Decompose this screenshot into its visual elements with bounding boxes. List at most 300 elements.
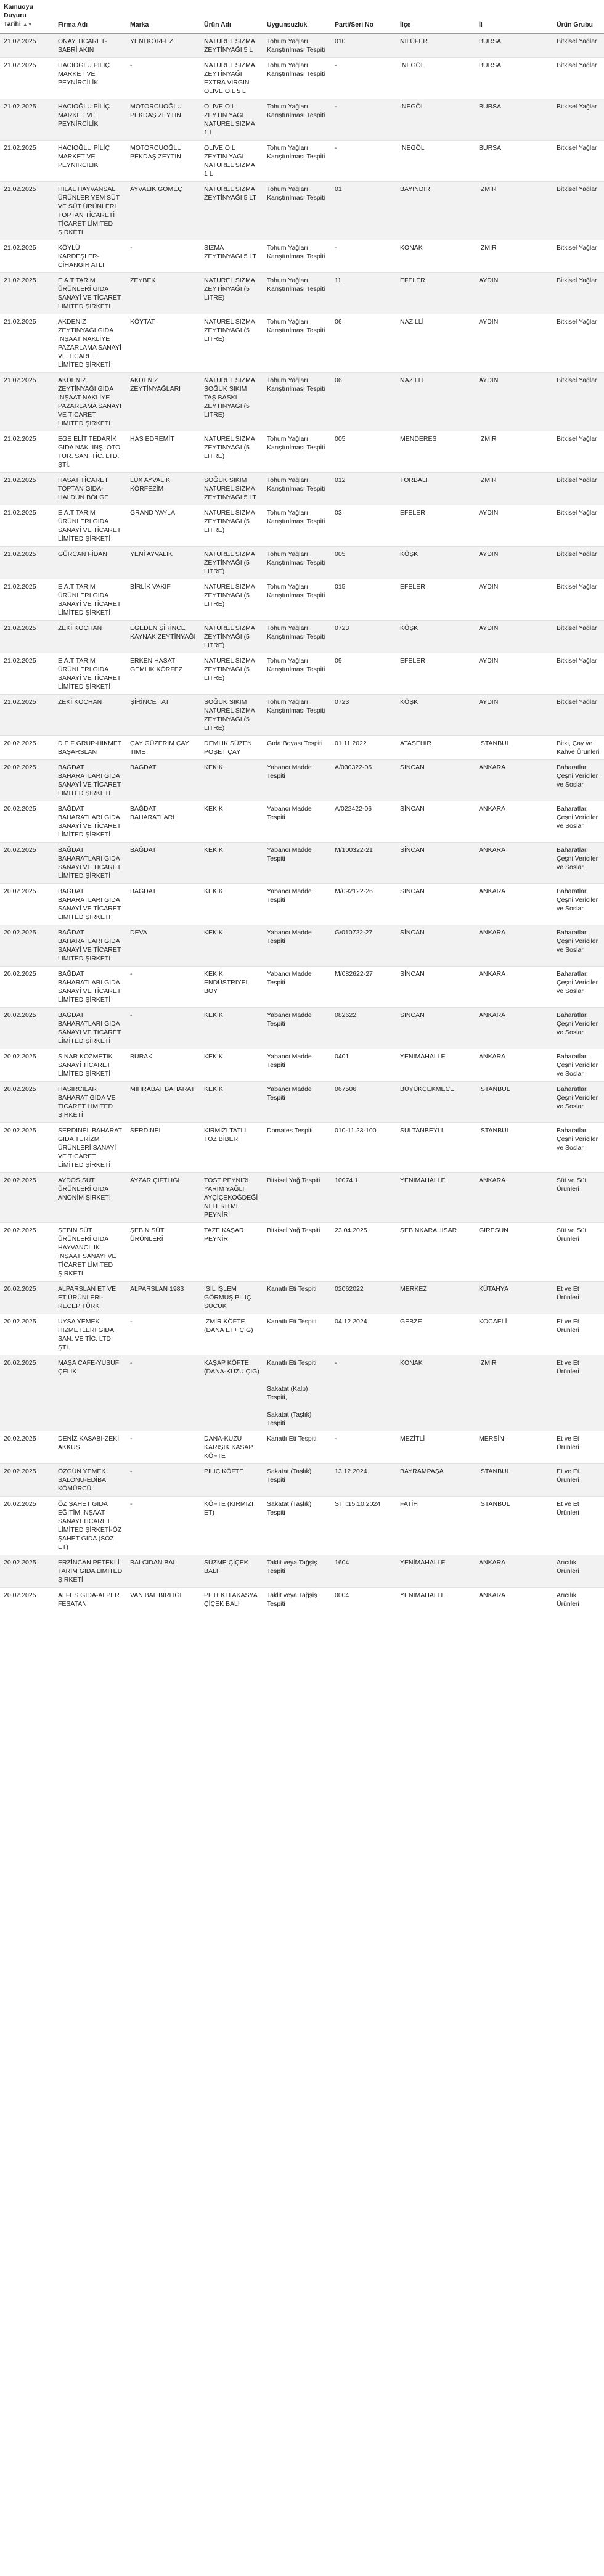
column-header-group[interactable] (553, 0, 604, 33)
cell-lot: 010 (331, 33, 396, 58)
cell-brand: YENİ AYVALIK (126, 547, 200, 579)
cell-city: ANKARA (475, 925, 553, 967)
cell-date: 20.02.2025 (0, 1223, 54, 1282)
cell-district: MERKEZ (396, 1282, 475, 1314)
table-row (0, 1223, 604, 1282)
cell-brand: BAĞDAT (126, 760, 200, 801)
cell-firm: BAĞDAT BAHARATLARI GIDA SANAYİ VE TİCARET LİMİTED ŞİRKETİ (54, 967, 126, 1008)
cell-lot: M/100322-21 (331, 843, 396, 884)
cell-product: NATUREL SIZMA ZEYTİNYAĞI 5 L (200, 33, 263, 58)
cell-district: EFELER (396, 653, 475, 695)
cell-group: Et ve Et Ürünleri (553, 1355, 604, 1431)
cell-date: 20.02.2025 (0, 1082, 54, 1123)
cell-group: Bitkisel Yağlar (553, 314, 604, 373)
cell-firm: DENİZ KASABI-ZEKİ AKKUŞ (54, 1431, 126, 1464)
sort-icon: ▲▼ (22, 22, 33, 27)
table-row (0, 1049, 604, 1082)
table-row (0, 99, 604, 141)
cell-product: OLIVE OIL ZEYTİN YAĞI NATUREL SIZMA 1 L (200, 141, 263, 182)
column-header-nonconformity[interactable] (263, 0, 331, 33)
cell-district: TORBALI (396, 473, 475, 505)
cell-lot: - (331, 240, 396, 273)
cell-city: ANKARA (475, 884, 553, 925)
cell-district: KÖŞK (396, 547, 475, 579)
column-header-label: Ürün Grubu (557, 21, 593, 28)
cell-group: Bitkisel Yağlar (553, 99, 604, 141)
cell-lot: 005 (331, 547, 396, 579)
cell-district: ATAŞEHİR (396, 736, 475, 760)
cell-city: AYDIN (475, 653, 553, 695)
cell-product: NATUREL SIZMA ZEYTİNYAĞI (5 LITRE) (200, 314, 263, 373)
table-row (0, 58, 604, 99)
cell-date: 20.02.2025 (0, 884, 54, 925)
cell-group: Et ve Et Ürünleri (553, 1282, 604, 1314)
cell-firm: BAĞDAT BAHARATLARI GIDA SANAYİ VE TİCARET LİMİTED ŞİRKETİ (54, 760, 126, 801)
cell-district: İNEGÖL (396, 58, 475, 99)
cell-product: NATUREL SIZMA ZEYTİNYAĞI EXTRA VIRGIN OLIVE OIL 5 L (200, 58, 263, 99)
cell-city: BURSA (475, 33, 553, 58)
cell-group: Baharatlar, Çeşni Vericiler ve Soslar (553, 801, 604, 843)
cell-group: Bitkisel Yağlar (553, 695, 604, 736)
cell-firm: HACIOĞLU PİLİÇ MARKET VE PEYNİRCİLİK (54, 58, 126, 99)
cell-brand: EGEDEN ŞİRİNCE KAYNAK ZEYTİNYAĞI (126, 621, 200, 653)
cell-product: KEKİK (200, 1008, 263, 1049)
table-row (0, 431, 604, 473)
cell-district: GEBZE (396, 1314, 475, 1355)
cell-group: Süt ve Süt Ürünleri (553, 1223, 604, 1282)
cell-group: Baharatlar, Çeşni Vericiler ve Soslar (553, 925, 604, 967)
cell-lot: 067506 (331, 1082, 396, 1123)
cell-group: Bitkisel Yağlar (553, 182, 604, 240)
cell-district: NAZİLLİ (396, 314, 475, 373)
cell-lot: 03 (331, 505, 396, 547)
cell-group: Baharatlar, Çeşni Vericiler ve Soslar (553, 967, 604, 1008)
cell-product: NATUREL SIZMA ZEYTİNYAĞI (5 LITRE) (200, 273, 263, 314)
cell-product: OLIVE OIL ZEYTİN YAĞI NATUREL SIZMA 1 L (200, 99, 263, 141)
column-header-product[interactable] (200, 0, 263, 33)
cell-brand: - (126, 1355, 200, 1431)
cell-district: YENİMAHALLE (396, 1588, 475, 1612)
cell-lot: 13.12.2024 (331, 1464, 396, 1497)
cell-group: Bitkisel Yağlar (553, 58, 604, 99)
cell-city: ANKARA (475, 1555, 553, 1588)
cell-district: NAZİLLİ (396, 373, 475, 431)
cell-firm: MAŞA CAFE-YUSUF ÇELİK (54, 1355, 126, 1431)
cell-nonconformity: Yabancı Madde Tespiti (263, 843, 331, 884)
column-header-label: Marka (130, 21, 149, 28)
cell-group: Baharatlar, Çeşni Vericiler ve Soslar (553, 760, 604, 801)
cell-brand: BAĞDAT (126, 884, 200, 925)
cell-district: YENİMAHALLE (396, 1555, 475, 1588)
cell-nonconformity: Tohum Yağları Karıştırılması Tespiti (263, 182, 331, 240)
cell-nonconformity: Kanatlı Eti Tespiti (263, 1431, 331, 1464)
cell-district: İNEGÖL (396, 141, 475, 182)
cell-nonconformity: Tohum Yağları Karıştırılması Tespiti (263, 621, 331, 653)
cell-district: SİNCAN (396, 884, 475, 925)
cell-city: BURSA (475, 58, 553, 99)
cell-lot: 0723 (331, 695, 396, 736)
cell-date: 20.02.2025 (0, 843, 54, 884)
cell-district: EFELER (396, 505, 475, 547)
cell-brand: BAĞDAT (126, 843, 200, 884)
table-row (0, 736, 604, 760)
cell-brand: KÖYTAT (126, 314, 200, 373)
cell-brand: - (126, 240, 200, 273)
cell-group: Bitkisel Yağlar (553, 653, 604, 695)
cell-group: Bitkisel Yağlar (553, 473, 604, 505)
cell-date: 20.02.2025 (0, 1431, 54, 1464)
cell-group: Et ve Et Ürünleri (553, 1314, 604, 1355)
cell-nonconformity: Yabancı Madde Tespiti (263, 760, 331, 801)
cell-date: 21.02.2025 (0, 314, 54, 373)
cell-firm: ALPARSLAN ET VE ET ÜRÜNLERİ-RECEP TÜRK (54, 1282, 126, 1314)
column-header-label: Kamuoyu Duyuru Tarihi (4, 3, 33, 28)
cell-date: 20.02.2025 (0, 801, 54, 843)
cell-firm: ZEKİ KOÇHAN (54, 695, 126, 736)
cell-nonconformity: Gıda Boyası Tespiti (263, 736, 331, 760)
table-row (0, 1464, 604, 1497)
cell-firm: HACIOĞLU PİLİÇ MARKET VE PEYNİRCİLİK (54, 99, 126, 141)
cell-city: İSTANBUL (475, 1123, 553, 1173)
cell-brand: SERDİNEL (126, 1123, 200, 1173)
cell-district: NİLÜFER (396, 33, 475, 58)
cell-group: Arıcılık Ürünleri (553, 1588, 604, 1612)
cell-firm: HİLAL HAYVANSAL ÜRÜNLER YEM SÜT VE SÜT ÜRÜNLERİ TOPTAN TİCARETİ TİCARET LİMİTED ŞİRKETİ (54, 182, 126, 240)
cell-product: KEKİK ENDÜSTRİYEL BOY (200, 967, 263, 1008)
cell-group: Et ve Et Ürünleri (553, 1431, 604, 1464)
cell-firm: ERZİNCAN PETEKLİ TARIM GIDA LİMİTED ŞİRKETİ (54, 1555, 126, 1588)
cell-lot: 0004 (331, 1588, 396, 1612)
cell-firm: AKDENİZ ZEYTİNYAĞI GIDA İNŞAAT NAKLİYE PAZARLAMA SANAYİ VE TİCARET LİMİTED ŞİRKETİ (54, 314, 126, 373)
cell-brand: - (126, 1314, 200, 1355)
column-header-date[interactable] (0, 0, 54, 33)
cell-city: İZMİR (475, 1355, 553, 1431)
cell-nonconformity: Tohum Yağları Karıştırılması Tespiti (263, 58, 331, 99)
cell-brand: ŞEBİN SÜT ÜRÜNLERİ (126, 1223, 200, 1282)
cell-lot: G/010722-27 (331, 925, 396, 967)
cell-date: 21.02.2025 (0, 58, 54, 99)
cell-group: Bitkisel Yağlar (553, 505, 604, 547)
cell-brand: - (126, 1464, 200, 1497)
cell-nonconformity: Bitkisel Yağ Tespiti (263, 1223, 331, 1282)
cell-city: İZMİR (475, 240, 553, 273)
cell-city: ANKARA (475, 801, 553, 843)
cell-date: 20.02.2025 (0, 1497, 54, 1555)
cell-district: BÜYÜKÇEKMECE (396, 1082, 475, 1123)
cell-nonconformity: Tohum Yağları Karıştırılması Tespiti (263, 373, 331, 431)
cell-city: AYDIN (475, 314, 553, 373)
cell-product: DEMLİK SÜZEN POŞET ÇAY (200, 736, 263, 760)
cell-city: AYDIN (475, 695, 553, 736)
cell-group: Bitkisel Yağlar (553, 273, 604, 314)
cell-city: İSTANBUL (475, 736, 553, 760)
cell-city: ANKARA (475, 760, 553, 801)
cell-district: FATİH (396, 1497, 475, 1555)
cell-nonconformity: Domates Tespiti (263, 1123, 331, 1173)
cell-date: 21.02.2025 (0, 373, 54, 431)
table-row (0, 182, 604, 240)
cell-district: KÖŞK (396, 621, 475, 653)
column-header-lot[interactable] (331, 0, 396, 33)
cell-date: 21.02.2025 (0, 547, 54, 579)
cell-lot: - (331, 141, 396, 182)
header-row (0, 0, 604, 33)
cell-nonconformity: Tohum Yağları Karıştırılması Tespiti (263, 547, 331, 579)
cell-group: Et ve Et Ürünleri (553, 1464, 604, 1497)
cell-date: 20.02.2025 (0, 1123, 54, 1173)
cell-district: SİNCAN (396, 967, 475, 1008)
cell-product: KEKİK (200, 925, 263, 967)
cell-brand: YENİ KÖRFEZ (126, 33, 200, 58)
cell-city: AYDIN (475, 505, 553, 547)
column-header-label: İlçe (400, 21, 411, 28)
cell-date: 21.02.2025 (0, 141, 54, 182)
column-header-label: Uygunsuzluk (267, 21, 308, 28)
column-header-district[interactable] (396, 0, 475, 33)
cell-product: PİLİÇ KÖFTE (200, 1464, 263, 1497)
cell-product: TOST PEYNİRİ YARIM YAĞLI AYÇİÇEKÖĞDEĞİNLİ ERİTME PEYNİRİ (200, 1173, 263, 1223)
cell-nonconformity: Yabancı Madde Tespiti (263, 1082, 331, 1123)
cell-city: ANKARA (475, 967, 553, 1008)
table-row (0, 843, 604, 884)
cell-nonconformity: Sakatat (Taşlık) Tespiti (263, 1497, 331, 1555)
cell-lot: 23.04.2025 (331, 1223, 396, 1282)
cell-date: 21.02.2025 (0, 695, 54, 736)
cell-group: Bitkisel Yağlar (553, 373, 604, 431)
cell-firm: E.A.T TARIM ÜRÜNLERİ GIDA SANAYİ VE TİCARET LİMİTED ŞİRKETİ (54, 579, 126, 621)
cell-product: TAZE KAŞAR PEYNİR (200, 1223, 263, 1282)
cell-nonconformity: Yabancı Madde Tespiti (263, 925, 331, 967)
cell-group: Bitkisel Yağlar (553, 33, 604, 58)
cell-group: Baharatlar, Çeşni Vericiler ve Soslar (553, 1049, 604, 1082)
cell-firm: ONAY TİCARET-SABRİ AKIN (54, 33, 126, 58)
cell-brand: MİHRABAT BAHARAT (126, 1082, 200, 1123)
table-row (0, 1282, 604, 1314)
cell-city: İZMİR (475, 182, 553, 240)
cell-product: KÖFTE (KIRMIZI ET) (200, 1497, 263, 1555)
cell-firm: SİNAR KOZMETİK SANAYİ TİCARET LİMİTED ŞİRKETİ (54, 1049, 126, 1082)
cell-district: SİNCAN (396, 843, 475, 884)
cell-firm: BAĞDAT BAHARATLARI GIDA SANAYİ VE TİCARET LİMİTED ŞİRKETİ (54, 1008, 126, 1049)
cell-brand: - (126, 1497, 200, 1555)
cell-brand: GRAND YAYLA (126, 505, 200, 547)
cell-product: KIRMIZI TATLI TOZ BİBER (200, 1123, 263, 1173)
table-row (0, 695, 604, 736)
table-row (0, 760, 604, 801)
cell-brand: MOTORCUOĞLU PEKDAŞ ZEYTİN (126, 141, 200, 182)
cell-product: NATUREL SIZMA ZEYTİNYAĞI (5 LITRE) (200, 579, 263, 621)
cell-nonconformity: Tohum Yağları Karıştırılması Tespiti (263, 695, 331, 736)
table-row (0, 141, 604, 182)
cell-product: NATUREL SIZMA ZEYTİNYAĞI (5 LITRE) (200, 505, 263, 547)
cell-lot: 1604 (331, 1555, 396, 1588)
table-row (0, 1082, 604, 1123)
cell-brand: AKDENİZ ZEYTİNYAĞLARI (126, 373, 200, 431)
cell-date: 21.02.2025 (0, 431, 54, 473)
table-row (0, 505, 604, 547)
column-header-label: Parti/Seri No (335, 21, 374, 28)
cell-product: SIZMA ZEYTİNYAĞI 5 LT (200, 240, 263, 273)
cell-nonconformity: Kanatlı Eti Tespiti (263, 1314, 331, 1355)
cell-city: İSTANBUL (475, 1464, 553, 1497)
table-row (0, 547, 604, 579)
cell-city: MERSİN (475, 1431, 553, 1464)
table-row (0, 1355, 604, 1431)
cell-firm: ÖZ ŞAHET GIDA EĞİTİM İNŞAAT SANAYİ TİCARET LİMİTED ŞİRKETİ-ÖZ ŞAHET GIDA (SOZ ET) (54, 1497, 126, 1555)
cell-brand: ERKEN HASAT GEMLİK KÖRFEZ (126, 653, 200, 695)
cell-city: ANKARA (475, 1008, 553, 1049)
cell-brand: DEVA (126, 925, 200, 967)
cell-brand: HAS EDREMİT (126, 431, 200, 473)
cell-group: Baharatlar, Çeşni Vericiler ve Soslar (553, 884, 604, 925)
table-row (0, 1008, 604, 1049)
cell-brand: AYVALIK GÖMEÇ (126, 182, 200, 240)
cell-group: Bitkisel Yağlar (553, 579, 604, 621)
cell-lot: 012 (331, 473, 396, 505)
cell-district: MENDERES (396, 431, 475, 473)
cell-nonconformity: Tohum Yağları Karıştırılması Tespiti (263, 579, 331, 621)
cell-firm: KÖYLÜ KARDEŞLER-CİHANGİR ATLI (54, 240, 126, 273)
table-row (0, 373, 604, 431)
cell-district: KONAK (396, 240, 475, 273)
cell-product: NATUREL SIZMA ZEYTİNYAĞI (5 LITRE) (200, 653, 263, 695)
table-row (0, 621, 604, 653)
cell-brand: BURAK (126, 1049, 200, 1082)
cell-brand: VAN BAL BİRLİĞİ (126, 1588, 200, 1612)
cell-product: KEKİK (200, 1082, 263, 1123)
table-row (0, 801, 604, 843)
cell-nonconformity: Kanatlı Eti Tespiti Sakatat (Kalp) Tespiti, Sakatat (Taşlık) Tespiti (263, 1355, 331, 1431)
table-row (0, 1588, 604, 1612)
cell-lot: 01 (331, 182, 396, 240)
cell-brand: BALCIDAN BAL (126, 1555, 200, 1588)
cell-lot: 10074.1 (331, 1173, 396, 1223)
cell-nonconformity: Yabancı Madde Tespiti (263, 884, 331, 925)
table-row (0, 1431, 604, 1464)
cell-district: MEZİTLİ (396, 1431, 475, 1464)
cell-group: Baharatlar, Çeşni Vericiler ve Soslar (553, 1082, 604, 1123)
cell-firm: BAĞDAT BAHARATLARI GIDA SANAYİ VE TİCARET LİMİTED ŞİRKETİ (54, 801, 126, 843)
cell-date: 20.02.2025 (0, 1173, 54, 1223)
cell-date: 20.02.2025 (0, 967, 54, 1008)
cell-lot: 06 (331, 373, 396, 431)
cell-firm: ÖZGÜN YEMEK SALONU-EDİBA KÖMÜRCÜ (54, 1464, 126, 1497)
cell-lot: M/092122-26 (331, 884, 396, 925)
cell-date: 21.02.2025 (0, 505, 54, 547)
cell-nonconformity: Sakatat (Taşlık) Tespiti (263, 1464, 331, 1497)
table-row (0, 1497, 604, 1555)
cell-product: NATUREL SIZMA SOĞUK SIKIM TAŞ BASKI ZEYTİNYAĞI (5 LITRE) (200, 373, 263, 431)
cell-city: ANKARA (475, 843, 553, 884)
table-body (0, 33, 604, 1611)
cell-group: Baharatlar, Çeşni Vericiler ve Soslar (553, 843, 604, 884)
cell-nonconformity: Kanatlı Eti Tespiti (263, 1282, 331, 1314)
cell-district: BAYINDIR (396, 182, 475, 240)
cell-group: Baharatlar, Çeşni Vericiler ve Soslar (553, 1008, 604, 1049)
cell-lot: 09 (331, 653, 396, 695)
cell-date: 20.02.2025 (0, 1588, 54, 1612)
cell-date: 21.02.2025 (0, 473, 54, 505)
cell-date: 20.02.2025 (0, 736, 54, 760)
cell-city: KOCAELİ (475, 1314, 553, 1355)
cell-group: Baharatlar, Çeşni Vericiler ve Soslar (553, 1123, 604, 1173)
cell-city: BURSA (475, 99, 553, 141)
table-row (0, 1314, 604, 1355)
cell-firm: HASIRCILAR BAHARAT GIDA VE TİCARET LİMİTED ŞİRKETİ (54, 1082, 126, 1123)
table-row (0, 1555, 604, 1588)
cell-city: BURSA (475, 141, 553, 182)
column-header-label: İl (479, 21, 483, 28)
cell-lot: 06 (331, 314, 396, 373)
cell-nonconformity: Yabancı Madde Tespiti (263, 1049, 331, 1082)
cell-lot: 082622 (331, 1008, 396, 1049)
table-row (0, 473, 604, 505)
cell-firm: E.A.T TARIM ÜRÜNLERİ GIDA SANAYİ VE TİCARET LİMİTED ŞİRKETİ (54, 653, 126, 695)
cell-district: YENİMAHALLE (396, 1173, 475, 1223)
cell-product: NATUREL SIZMA ZEYTİNYAĞI (5 LITRE) (200, 621, 263, 653)
cell-city: İSTANBUL (475, 1497, 553, 1555)
table-row (0, 884, 604, 925)
cell-firm: ZEKİ KOÇHAN (54, 621, 126, 653)
column-header-city[interactable] (475, 0, 553, 33)
cell-date: 21.02.2025 (0, 182, 54, 240)
cell-brand: BAĞDAT BAHARATLARI (126, 801, 200, 843)
cell-lot: A/030322-05 (331, 760, 396, 801)
cell-group: Bitki, Çay ve Kahve Ürünleri (553, 736, 604, 760)
cell-group: Bitkisel Yağlar (553, 240, 604, 273)
column-header-firm[interactable] (54, 0, 126, 33)
cell-nonconformity: Tohum Yağları Karıştırılması Tespiti (263, 33, 331, 58)
cell-city: AYDIN (475, 547, 553, 579)
cell-product: İZMİR KÖFTE (DANA ET+ ÇİĞ) (200, 1314, 263, 1355)
cell-product: PETEKLİ AKASYA ÇİÇEK BALI (200, 1588, 263, 1612)
cell-city: AYDIN (475, 579, 553, 621)
cell-district: EFELER (396, 273, 475, 314)
cell-nonconformity: Taklit veya Tağşiş Tespiti (263, 1588, 331, 1612)
column-header-brand[interactable] (126, 0, 200, 33)
cell-city: GİRESUN (475, 1223, 553, 1282)
cell-city: KÜTAHYA (475, 1282, 553, 1314)
cell-brand: BİRLİK VAKIF (126, 579, 200, 621)
cell-nonconformity: Yabancı Madde Tespiti (263, 801, 331, 843)
cell-group: Bitkisel Yağlar (553, 621, 604, 653)
table-row (0, 273, 604, 314)
cell-lot: 015 (331, 579, 396, 621)
cell-firm: D.E.F GRUP-HİKMET BAŞARSLAN (54, 736, 126, 760)
cell-lot: 11 (331, 273, 396, 314)
cell-date: 20.02.2025 (0, 1464, 54, 1497)
cell-date: 21.02.2025 (0, 579, 54, 621)
cell-district: SİNCAN (396, 801, 475, 843)
cell-lot: 010-11.23-100 (331, 1123, 396, 1173)
cell-product: KEKİK (200, 760, 263, 801)
cell-brand: - (126, 1008, 200, 1049)
cell-city: AYDIN (475, 621, 553, 653)
cell-product: SOĞUK SIKIM NATUREL SIZMA ZEYTİNYAĞI 5 LT (200, 473, 263, 505)
cell-date: 21.02.2025 (0, 33, 54, 58)
cell-date: 20.02.2025 (0, 1282, 54, 1314)
cell-city: İZMİR (475, 473, 553, 505)
cell-district: KÖŞK (396, 695, 475, 736)
cell-city: ANKARA (475, 1049, 553, 1082)
table-row (0, 1123, 604, 1173)
cell-city: İSTANBUL (475, 1082, 553, 1123)
cell-firm: UYSA YEMEK HİZMETLERİ GIDA SAN. VE TİC. LTD. ŞTİ. (54, 1314, 126, 1355)
cell-lot: M/082622-27 (331, 967, 396, 1008)
cell-nonconformity: Tohum Yağları Karıştırılması Tespiti (263, 99, 331, 141)
cell-firm: EGE ELİT TEDARİK GIDA NAK. İNŞ. OTO. TUR. SAN. TİC. LTD. ŞTİ. (54, 431, 126, 473)
cell-district: KONAK (396, 1355, 475, 1431)
